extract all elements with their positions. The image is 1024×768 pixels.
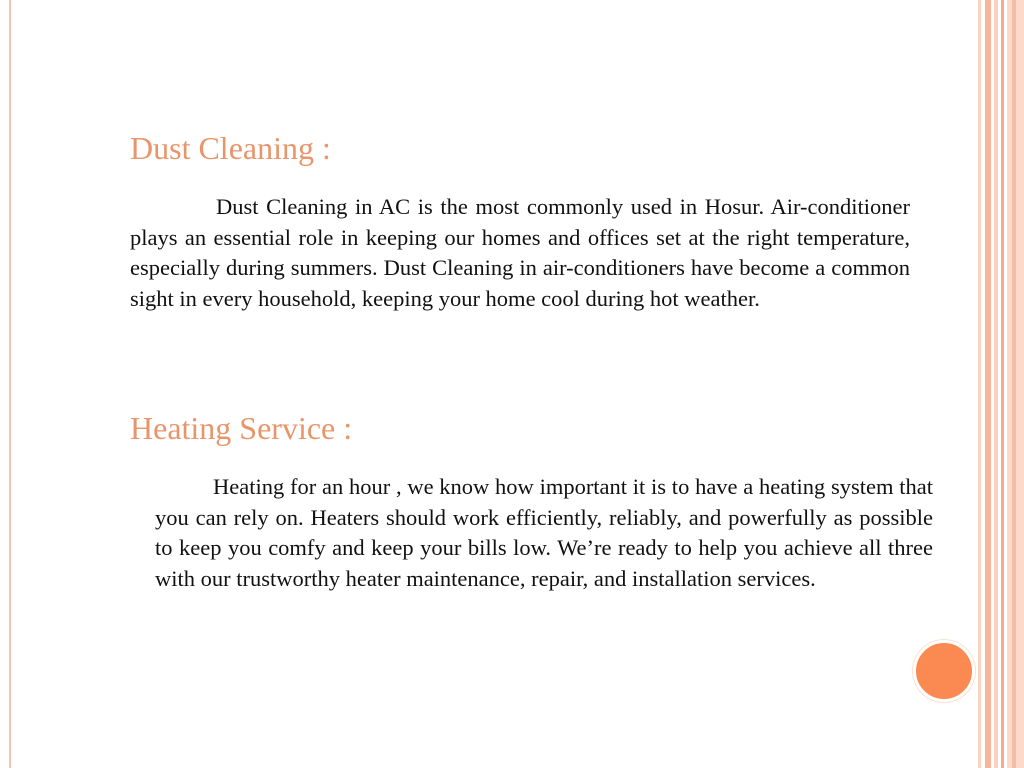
section-body-heating-service — [155, 472, 933, 594]
section-heading-heating-service: Heating Service : — [130, 410, 353, 446]
right-stripe — [1001, 0, 1004, 768]
section-body-dust-cleaning — [130, 192, 910, 314]
section-heading-dust-cleaning: Dust Cleaning : — [130, 130, 331, 166]
section-body-text: Dust Cleaning in AC is the most commonly used in Hosur. Air-conditioner plays an essential role in keeping our homes and offices set at the right temperature, especially during summers. Dust Cleaning in air-conditioners have become a common sight in every household, keeping your home cool during hot weather. — [130, 194, 910, 311]
decorative-circle — [913, 640, 975, 702]
right-stripe — [985, 0, 991, 768]
right-stripe — [994, 0, 998, 768]
right-stripe — [978, 0, 981, 768]
right-stripe — [1012, 0, 1016, 768]
section-body-text: Heating for an hour , we know how important it is to have a heating system that you can rely on. Heaters should work efficiently, reliably, and powerfully as possible to keep you comfy and keep your bills low. We’re ready to help you achieve all three with our trustworthy heater maintenance, repair, and installation services. — [155, 474, 933, 591]
left-border-line — [9, 0, 11, 768]
